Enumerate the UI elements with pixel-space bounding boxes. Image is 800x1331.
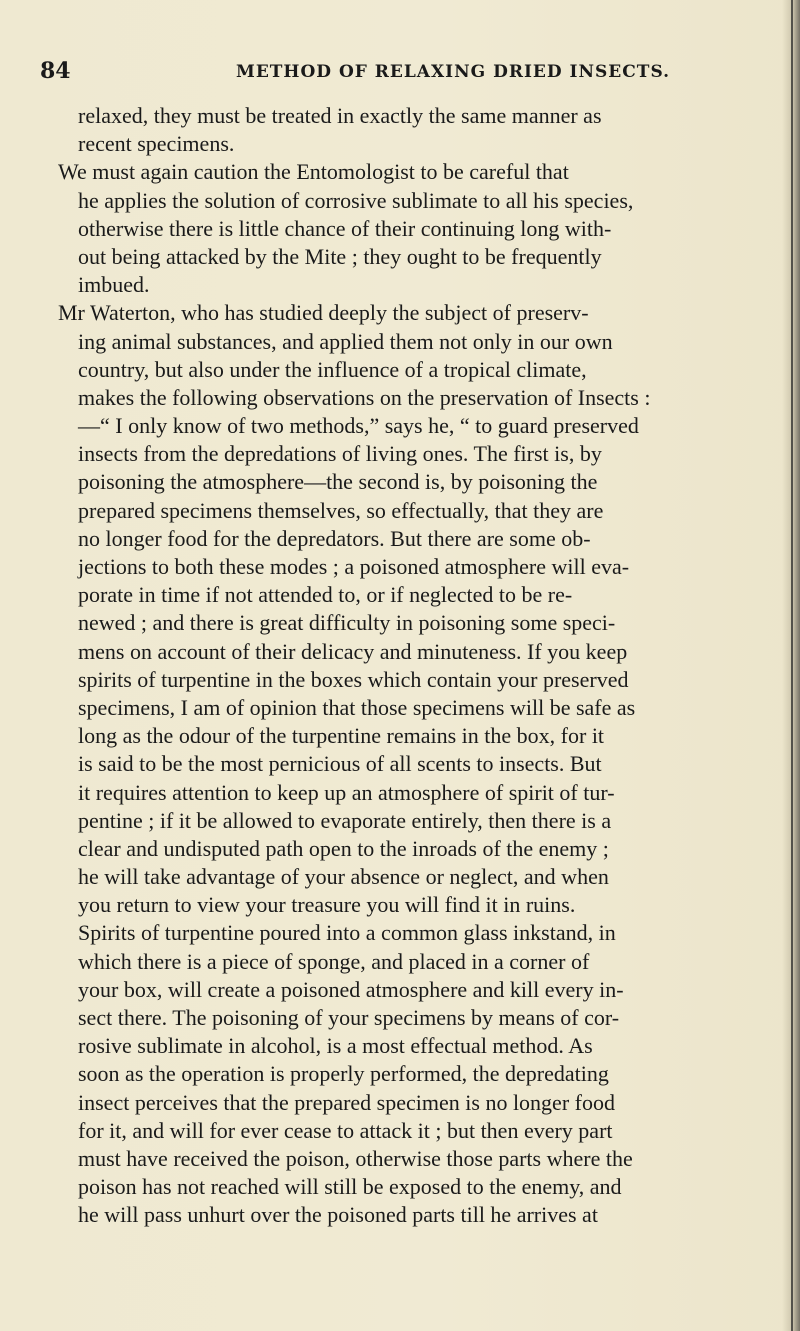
running-head: METHOD OF RELAXING DRIED INSECTS. (236, 62, 671, 82)
page-edge-line (791, 0, 793, 1331)
text-line: specimens, I am of opinion that those specimens will be safe as (78, 694, 636, 720)
text-line: long as the odour of the turpentine remains in the box, for it (78, 723, 605, 749)
text-line: your box, will create a poisoned atmosphere and kill every in- (78, 976, 624, 1002)
body-text (58, 102, 734, 1230)
text-line: We must again caution the Entomologist to be careful that (58, 159, 569, 185)
text-line: recent specimens. (78, 131, 235, 157)
text-line: out being attacked by the Mite ; they ought to be frequently (78, 243, 602, 269)
text-line: Spirits of turpentine poured into a common glass inkstand, in (78, 920, 616, 946)
text-line: imbued. (78, 272, 150, 298)
text-line: is said to be the most pernicious of all scents to insects. But (78, 751, 602, 777)
text-line: no longer food for the depredators. But there are some ob- (78, 525, 591, 551)
text-line: porate in time if not attended to, or if neglected to be re- (78, 582, 573, 608)
text-line: pentine ; if it be allowed to evaporate entirely, then there is a (78, 807, 612, 833)
text-line: spirits of turpentine in the boxes which contain your preserved (78, 666, 629, 692)
text-line: ing animal substances, and applied them not only in our own (78, 328, 613, 354)
text-line: it requires attention to keep up an atmosphere of spirit of tur- (78, 779, 615, 805)
page-number: 84 (40, 58, 71, 84)
text-line: jections to both these modes ; a poisoned atmosphere will eva- (78, 554, 630, 579)
text-line: —“ I only know of two methods,” says he, “ to guard preserved (78, 413, 639, 439)
text-line: makes the following observations on the preservation of Insects : (78, 384, 651, 410)
text-line: country, but also under the influence of a tropical climate, (78, 356, 587, 382)
text-line: clear and undisputed path open to the inroads of the enemy ; (78, 835, 609, 861)
text-line: relaxed, they must be treated in exactly the same manner as (78, 103, 602, 128)
text-line: insect perceives that the prepared specimen is no longer food (78, 1089, 615, 1115)
text-line: poison has not reached will still be exposed to the enemy, and (78, 1174, 622, 1200)
text-line: he will take advantage of your absence or neglect, and when (78, 864, 609, 890)
text-line: sect there. The poisoning of your specimens by means of cor- (78, 1005, 620, 1030)
text-line: otherwise there is little chance of their continuing long with- (78, 215, 612, 241)
text-line: you return to view your treasure you will find it in ruins. (78, 892, 576, 918)
text-line: prepared specimens themselves, so effectually, that they are (78, 497, 604, 523)
text-line: insects from the depredations of living ones. The first is, by (78, 441, 602, 467)
text-line: Mr Waterton, who has studied deeply the subject of preserv- (58, 300, 589, 326)
text-line: he will pass unhurt over the poisoned parts till he arrives at (78, 1202, 598, 1228)
text-line: for it, and will for ever cease to attack it ; but then every part (78, 1117, 613, 1143)
text-line: must have received the poison, otherwise those parts where the (78, 1145, 633, 1171)
text-line: which there is a piece of sponge, and placed in a corner of (78, 948, 590, 974)
text-line: soon as the operation is properly performed, the depredating (78, 1061, 609, 1087)
text-line: rosive sublimate in alcohol, is a most effectual method. As (78, 1033, 593, 1059)
text-line: poisoning the atmosphere—the second is, by poisoning the (78, 469, 598, 495)
page-corner-mark (0, 1317, 10, 1331)
text-line: he applies the solution of corrosive sublimate to all his species, (78, 187, 634, 213)
text-line: newed ; and there is great difficulty in poisoning some speci- (78, 610, 616, 636)
text-line: mens on account of their delicacy and minuteness. If you keep (78, 638, 628, 664)
page-header (40, 58, 740, 88)
